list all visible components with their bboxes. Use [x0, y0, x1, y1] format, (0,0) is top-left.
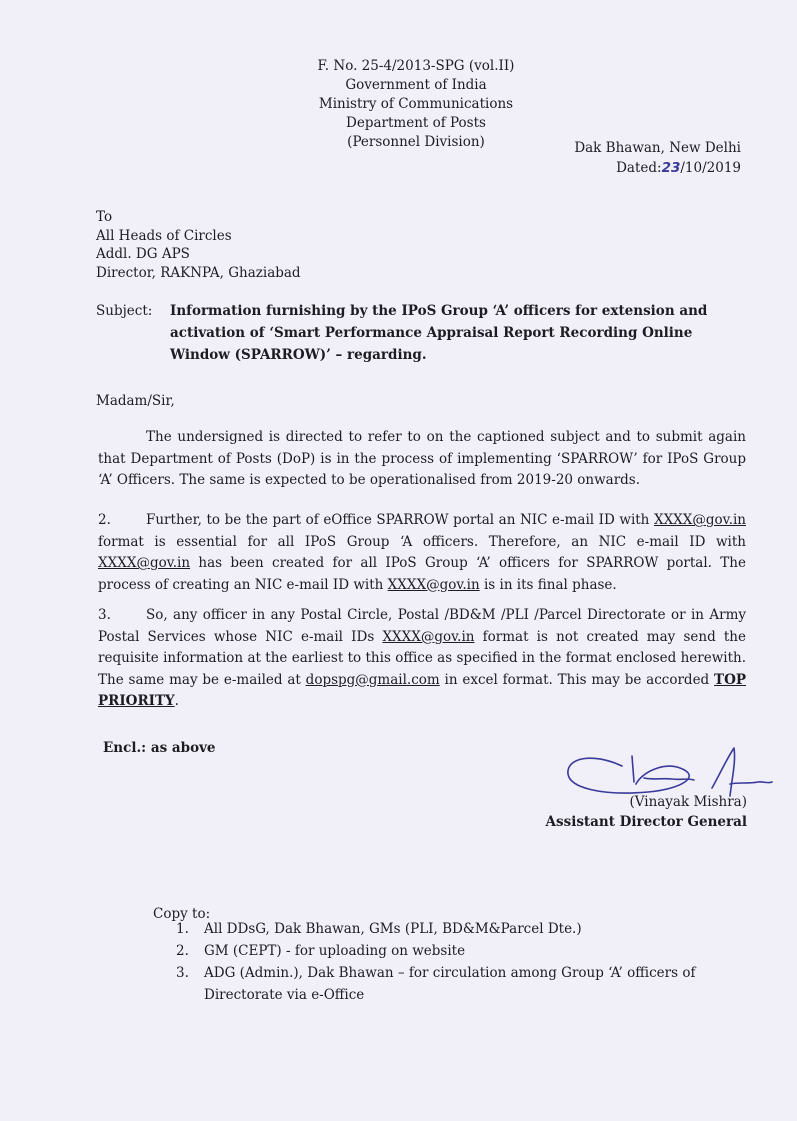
list-item: [176, 940, 736, 962]
list-text: GM (CEPT) - for uploading on website: [204, 943, 466, 959]
subject-block: [96, 300, 746, 366]
file-number: F. No. 25-4/2013-SPG (vol.II): [317, 58, 515, 74]
paragraph-text: Further, to be the part of eOffice SPARROW portal an NIC e-mail ID with: [146, 512, 654, 528]
government-line: Government of India: [345, 77, 487, 93]
paragraph-text: So, any officer in any Postal Circle, Postal /BD&M /PLI /Parcel Directorate or in Army Postal Services whose NIC e-mail IDs: [98, 607, 746, 645]
paragraph-text: has been created for all IPoS Group ‘A’ officers for SPARROW portal. The process of creating an NIC e-mail ID with: [98, 555, 746, 593]
list-number: 1.: [176, 921, 189, 937]
signatory-block: [546, 792, 747, 832]
place-date-block: [574, 138, 741, 178]
signatory-designation: Assistant Director General: [545, 814, 747, 830]
list-item: [176, 962, 736, 1006]
paragraph-text: in excel format. This may be accorded: [439, 671, 715, 688]
to-label: To: [96, 209, 113, 225]
paragraph-text: format is not created may send the requisite information at the earliest to this office as specified in the format enclosed herewith. The same may be e-mailed at: [98, 628, 746, 688]
date-line: [574, 158, 741, 178]
paragraph-text: is in its final phase.: [479, 576, 617, 593]
list-text: ADG (Admin.), Dak Bhawan – for circulation among Group ‘A’ officers of Directorate via e-Office: [204, 965, 696, 1003]
date-label: Dated:: [616, 160, 662, 176]
addressee-line: Addl. DG APS: [96, 246, 190, 262]
division-line: (Personnel Division): [347, 134, 485, 150]
email-link[interactable]: XXXX@gov.in: [387, 576, 480, 593]
top-priority-emphasis: TOP PRIORITY: [98, 671, 746, 709]
paragraph-number: 3.: [98, 607, 111, 623]
salutation: Madam/Sir,: [96, 393, 175, 409]
ministry-line: Ministry of Communications: [318, 96, 514, 112]
addressee-line: Director, RAKNPA, Ghaziabad: [96, 264, 301, 281]
copy-to-label: Copy to:: [153, 906, 211, 922]
paragraph-text: .: [174, 693, 179, 709]
paragraph-3: [98, 605, 746, 713]
paragraph-1-text: The undersigned is directed to refer to on the captioned subject and to submit again that Department of Posts (DoP) is in the process of implementing ‘SPARROW’ for IPoS Group ‘A’ Officers. The same is expected to be operationalised from 2019-20 onwards.: [98, 429, 746, 488]
location: Dak Bhawan, New Delhi: [574, 140, 741, 156]
subject-text: Information furnishing by the IPoS Group ‘A’ officers for extension and activation of ‘Smart Performance Appraisal Report Recording Online Window (SPARROW)’ – regarding.: [170, 303, 708, 363]
paragraph-2: [98, 510, 746, 596]
paragraph-number: 2.: [98, 512, 111, 528]
date-rest: /10/2019: [680, 160, 741, 176]
addressee-line: All Heads of Circles: [96, 227, 232, 244]
department-line: Department of Posts: [346, 115, 486, 131]
paragraph-1: [98, 427, 746, 492]
paragraph-text: format is essential for all IPoS Group ‘A officers. Therefore, an NIC e-mail ID with: [98, 533, 746, 550]
list-number: 2.: [176, 943, 189, 959]
copy-to-list: [176, 918, 736, 1006]
signatory-name: (Vinayak Mishra): [629, 794, 747, 810]
email-link[interactable]: dopspg@gmail.com: [305, 671, 440, 688]
email-link[interactable]: XXXX@gov.in: [98, 555, 191, 571]
email-link[interactable]: XXXX@gov.in: [382, 628, 475, 645]
addressee-block: [96, 208, 301, 282]
list-text: All DDsG, Dak Bhawan, GMs (PLI, BD&M&Parcel Dte.): [204, 921, 582, 937]
email-link[interactable]: XXXX@gov.in: [653, 512, 746, 528]
subject-label: Subject:: [96, 303, 153, 319]
letterhead: [300, 57, 532, 152]
handwritten-day: 23: [661, 160, 681, 176]
enclosure-note: Encl.: as above: [103, 740, 216, 756]
list-item: [176, 918, 736, 940]
list-number: 3.: [176, 965, 189, 981]
